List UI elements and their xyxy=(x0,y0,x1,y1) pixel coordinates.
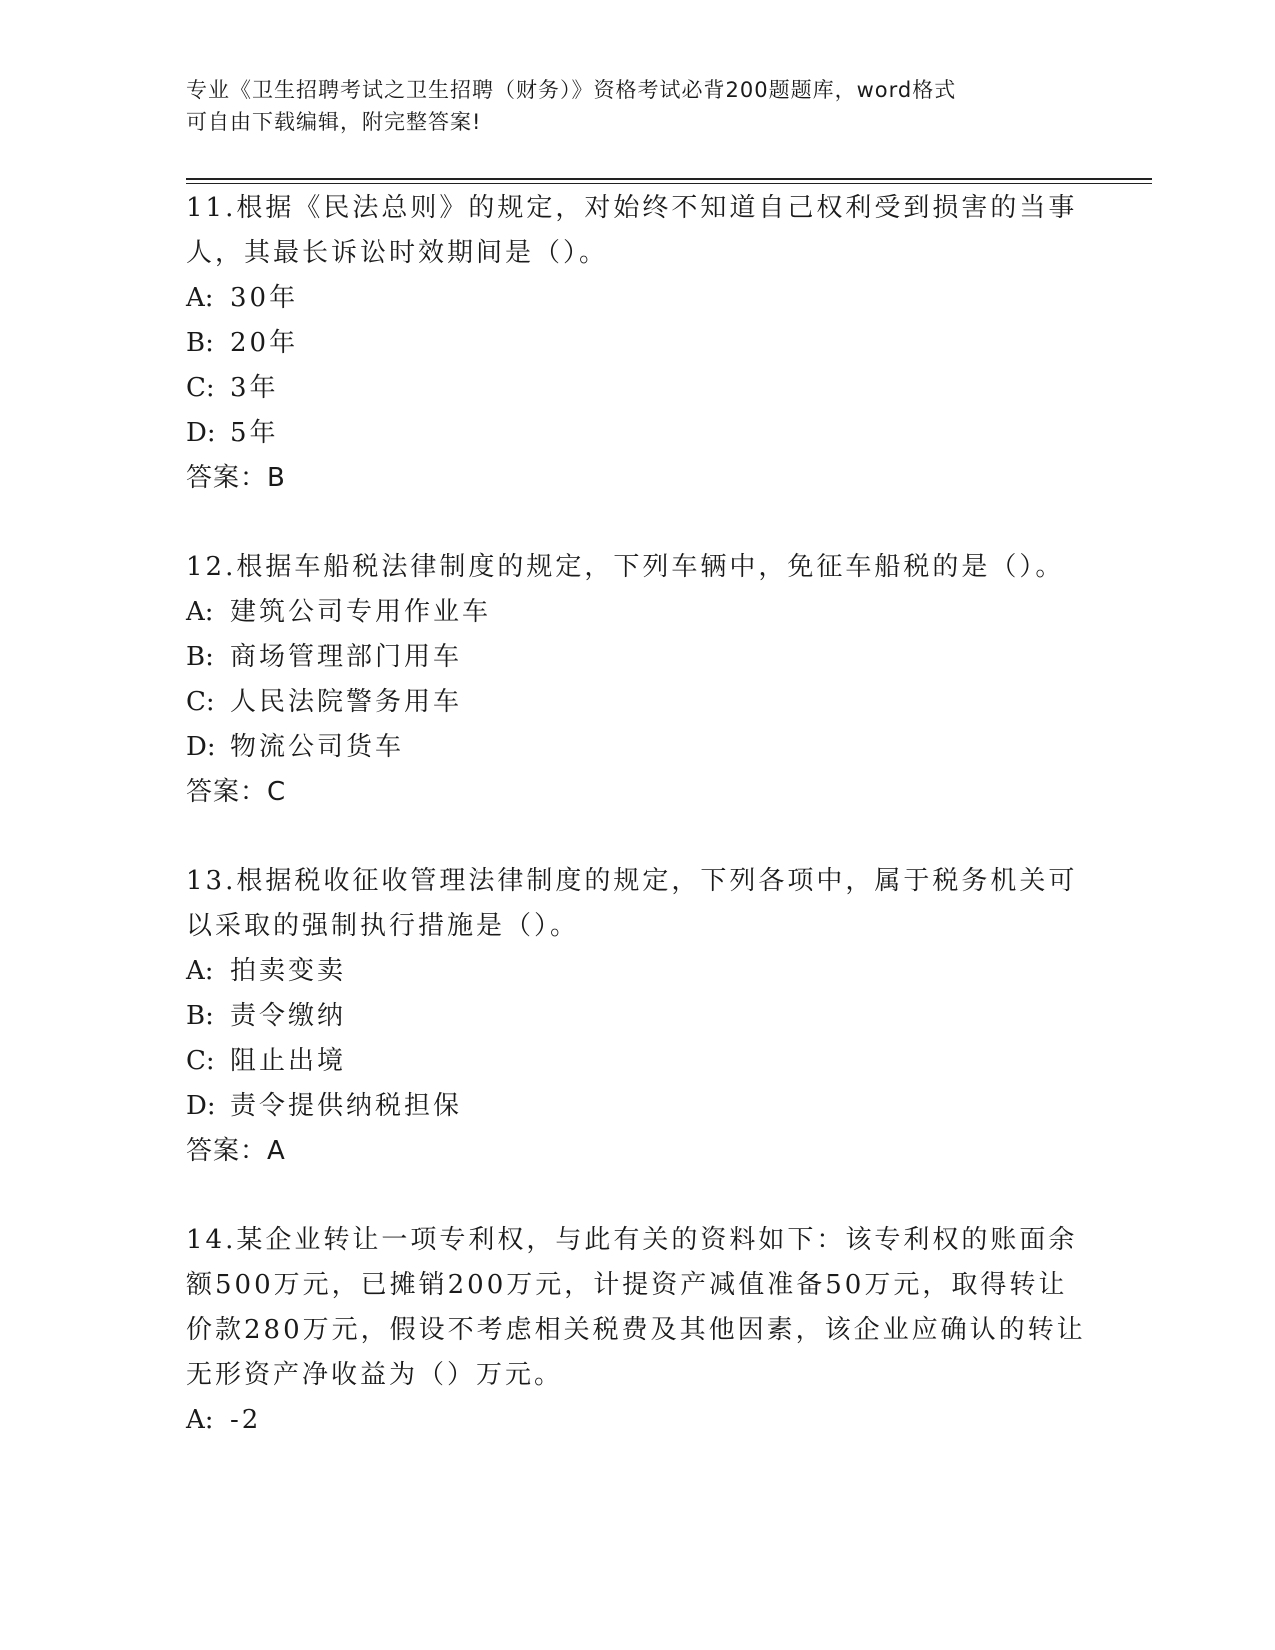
option-text: 5年 xyxy=(230,418,279,448)
answer-line: 答案：C xyxy=(186,777,287,807)
question-stem: 13.根据税收征收管理法律制度的规定，下列各项中，属于税务机关可以采取的强制执行措施是（）。 xyxy=(186,866,1078,941)
option-text: 责令缴纳 xyxy=(230,1001,347,1031)
option-text: 30年 xyxy=(230,283,299,313)
document-header xyxy=(186,74,1066,138)
question-stem: 11.根据《民法总则》的规定，对始终不知道自己权利受到损害的当事人，其最长诉讼时效期间是（）。 xyxy=(186,193,1078,268)
option-text: 商场管理部门用车 xyxy=(230,642,463,672)
option-a xyxy=(186,276,1086,321)
question-stem: 12.根据车船税法律制度的规定，下列车辆中，免征车船税的是（）。 xyxy=(186,552,1065,582)
option-letter: B: xyxy=(186,642,214,672)
option-letter: D: xyxy=(186,418,216,448)
option-b xyxy=(186,321,1086,366)
option-a xyxy=(186,949,1086,994)
question-list xyxy=(186,186,1086,1487)
option-c xyxy=(186,366,1086,411)
question-stem: 14.某企业转让一项专利权，与此有关的资料如下：该专利权的账面余额500万元，已摊销200万元，计提资产减值准备50万元，取得转让价款280万元，假设不考虑相关税费及其他因素，该企业应确认的转让无形资产净收益为（）万元。 xyxy=(186,1225,1086,1390)
header-line-2: 可自由下载编辑，附完整答案! xyxy=(186,110,482,134)
option-letter: B: xyxy=(186,1001,214,1031)
option-text: 拍卖变卖 xyxy=(230,956,347,986)
option-letter: A: xyxy=(186,597,214,627)
option-c xyxy=(186,1039,1086,1084)
option-letter: A: xyxy=(186,283,214,313)
option-b xyxy=(186,635,1086,680)
option-text: 阻止出境 xyxy=(230,1046,347,1076)
option-d xyxy=(186,1084,1086,1129)
option-c xyxy=(186,680,1086,725)
option-letter: A: xyxy=(186,1405,214,1435)
header-divider-thin xyxy=(186,183,1152,184)
option-letter: D: xyxy=(186,1091,216,1121)
option-a xyxy=(186,1398,1086,1443)
option-letter: C: xyxy=(186,373,215,403)
option-d xyxy=(186,725,1086,770)
option-letter: C: xyxy=(186,687,215,717)
option-letter: D: xyxy=(186,732,216,762)
header-divider-thick xyxy=(186,178,1152,180)
question-14 xyxy=(186,1218,1086,1443)
option-text: 建筑公司专用作业车 xyxy=(230,597,492,627)
question-11 xyxy=(186,186,1086,501)
option-text: 人民法院警务用车 xyxy=(230,687,463,717)
option-text: 责令提供纳税担保 xyxy=(230,1091,463,1121)
option-b xyxy=(186,994,1086,1039)
answer-line: 答案：B xyxy=(186,463,286,493)
option-letter: C: xyxy=(186,1046,215,1076)
option-text: -2 xyxy=(230,1405,262,1435)
header-line-1: 专业《卫生招聘考试之卫生招聘（财务）》资格考试必背200题题库，word格式 xyxy=(186,78,957,102)
option-letter: B: xyxy=(186,328,214,358)
option-text: 物流公司货车 xyxy=(230,732,405,762)
question-13 xyxy=(186,859,1086,1174)
option-a xyxy=(186,590,1086,635)
option-text: 3年 xyxy=(230,373,279,403)
option-text: 20年 xyxy=(230,328,299,358)
option-d xyxy=(186,411,1086,456)
option-letter: A: xyxy=(186,956,214,986)
question-12 xyxy=(186,545,1086,815)
answer-line: 答案：A xyxy=(186,1136,286,1166)
